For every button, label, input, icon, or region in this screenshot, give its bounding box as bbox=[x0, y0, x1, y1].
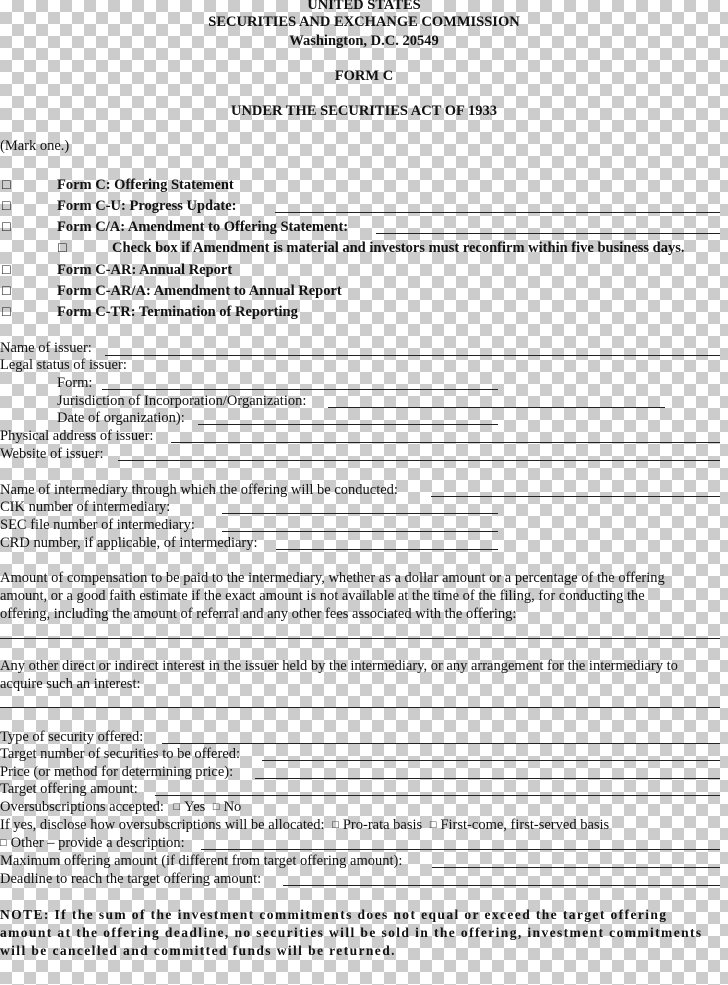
act-title: UNDER THE SECURITIES ACT OF 1933 bbox=[230, 103, 498, 119]
checkbox-yes[interactable]: □ bbox=[173, 801, 181, 813]
crd-field[interactable] bbox=[276, 549, 498, 550]
date-org-label: Date of organization): bbox=[57, 410, 185, 426]
compensation-line-1: Amount of compensation to be paid to the intermediary, whether as a dollar amount or a percentage of the offering bbox=[0, 570, 665, 586]
no-label: No bbox=[223, 799, 242, 815]
jurisdiction-label: Jurisdiction of Incorporation/Organization: bbox=[57, 393, 307, 409]
progress-update-field[interactable] bbox=[275, 212, 720, 213]
other-row bbox=[0, 835, 185, 853]
cik-label: CIK number of intermediary: bbox=[0, 499, 171, 515]
allocation-label: If yes, disclose how oversubscriptions will be allocated: bbox=[0, 817, 325, 833]
checkbox-form-c[interactable]: □ bbox=[2, 177, 11, 193]
amendment-field[interactable] bbox=[376, 233, 720, 234]
issuer-name-label: Name of issuer: bbox=[0, 340, 92, 356]
legal-status-label: Legal status of issuer: bbox=[0, 357, 127, 373]
mark-one-label: (Mark one.) bbox=[0, 138, 70, 154]
website-label: Website of issuer: bbox=[0, 446, 104, 462]
form-title: FORM C bbox=[334, 68, 394, 84]
cik-field[interactable] bbox=[222, 513, 498, 514]
option-reconfirm: Check box if Amendment is material and investors must reconfirm within five business days. bbox=[112, 240, 685, 256]
checkbox-pro-rata[interactable]: □ bbox=[332, 819, 339, 831]
checkbox-other[interactable]: □ bbox=[0, 837, 7, 849]
security-type-label: Type of security offered: bbox=[0, 729, 144, 745]
checkbox-first-come[interactable]: □ bbox=[429, 819, 437, 831]
header-address: Washington, D.C. 20549 bbox=[289, 33, 439, 49]
crd-label: CRD number, if applicable, of intermediary: bbox=[0, 535, 258, 551]
physical-address-field[interactable] bbox=[171, 442, 720, 443]
form-label: Form: bbox=[57, 375, 93, 391]
compensation-field[interactable] bbox=[0, 638, 720, 639]
option-annual-report: Form C-AR: Annual Report bbox=[57, 262, 233, 278]
compensation-line-3: offering, including the amount of referral and any other fees associated with the offering: bbox=[0, 606, 517, 622]
first-come-label: First-come, first-served basis bbox=[440, 817, 610, 833]
checkbox-form-cara[interactable]: □ bbox=[2, 283, 11, 299]
checkbox-form-ca[interactable]: □ bbox=[2, 219, 11, 235]
oversubscriptions-row bbox=[0, 799, 241, 817]
yes-label: Yes bbox=[184, 799, 206, 815]
option-amendment: Form C/A: Amendment to Offering Statement: bbox=[57, 219, 349, 235]
intermediary-name-label: Name of intermediary through which the offering will be conducted: bbox=[0, 482, 398, 498]
other-label: Other – provide a description: bbox=[10, 835, 185, 851]
max-amount-label: Maximum offering amount (if different from target offering amount): bbox=[0, 853, 403, 869]
website-field[interactable] bbox=[118, 460, 720, 461]
checkbox-form-car[interactable]: □ bbox=[2, 262, 11, 278]
compensation-line-2: amount, or a good faith estimate if the exact amount is not available at the time of the filing, for conducting the bbox=[0, 588, 645, 604]
form-field[interactable] bbox=[102, 389, 498, 390]
checkbox-form-cu[interactable]: □ bbox=[2, 198, 11, 214]
note-line-2: amount at the offering deadline, no securities will be sold in the offering, investment commitments bbox=[0, 925, 703, 940]
allocation-row bbox=[0, 817, 609, 835]
jurisdiction-field[interactable] bbox=[328, 407, 665, 408]
price-field[interactable] bbox=[255, 778, 720, 779]
intermediary-name-field[interactable] bbox=[431, 496, 720, 497]
target-amount-field[interactable] bbox=[155, 795, 720, 796]
header-commission: SECURITIES AND EXCHANGE COMMISSION bbox=[208, 14, 520, 30]
option-annual-amendment: Form C-AR/A: Amendment to Annual Report bbox=[57, 283, 342, 299]
security-type-field[interactable] bbox=[162, 743, 720, 744]
sec-file-label: SEC file number of intermediary: bbox=[0, 517, 195, 533]
target-amount-label: Target offering amount: bbox=[0, 781, 138, 797]
header-united-states: UNITED STATES bbox=[307, 0, 421, 13]
target-number-field[interactable] bbox=[262, 760, 720, 761]
date-org-field[interactable] bbox=[198, 424, 498, 425]
note-line-1: NOTE: If the sum of the investment commitments does not equal or exceed the target offering bbox=[0, 907, 668, 922]
deadline-field[interactable] bbox=[283, 885, 720, 886]
option-progress-update: Form C-U: Progress Update: bbox=[57, 198, 237, 214]
pro-rata-label: Pro-rata basis bbox=[342, 817, 423, 833]
checkbox-no[interactable]: □ bbox=[212, 801, 220, 813]
other-description-field[interactable] bbox=[201, 849, 720, 850]
checkbox-form-ctr[interactable]: □ bbox=[2, 304, 11, 320]
target-number-label: Target number of securities to be offered: bbox=[0, 746, 241, 762]
issuer-name-field[interactable] bbox=[105, 355, 720, 356]
option-offering-statement: Form C: Offering Statement bbox=[57, 177, 234, 193]
interest-line-2: acquire such an interest: bbox=[0, 676, 141, 692]
interest-line-1: Any other direct or indirect interest in the issuer held by the intermediary, or any arrangement for the intermediary to bbox=[0, 658, 678, 674]
max-amount-field[interactable] bbox=[432, 867, 720, 868]
option-termination: Form C-TR: Termination of Reporting bbox=[57, 304, 298, 320]
interest-field[interactable] bbox=[0, 707, 720, 708]
physical-address-label: Physical address of issuer: bbox=[0, 428, 154, 444]
note-line-3: will be cancelled and committed funds will be returned. bbox=[0, 943, 396, 958]
price-label: Price (or method for determining price): bbox=[0, 764, 234, 780]
sec-file-field[interactable] bbox=[222, 531, 498, 532]
oversubscriptions-label: Oversubscriptions accepted: bbox=[0, 799, 164, 815]
checkbox-reconfirm[interactable]: □ bbox=[58, 240, 67, 256]
deadline-label: Deadline to reach the target offering amount: bbox=[0, 871, 262, 887]
